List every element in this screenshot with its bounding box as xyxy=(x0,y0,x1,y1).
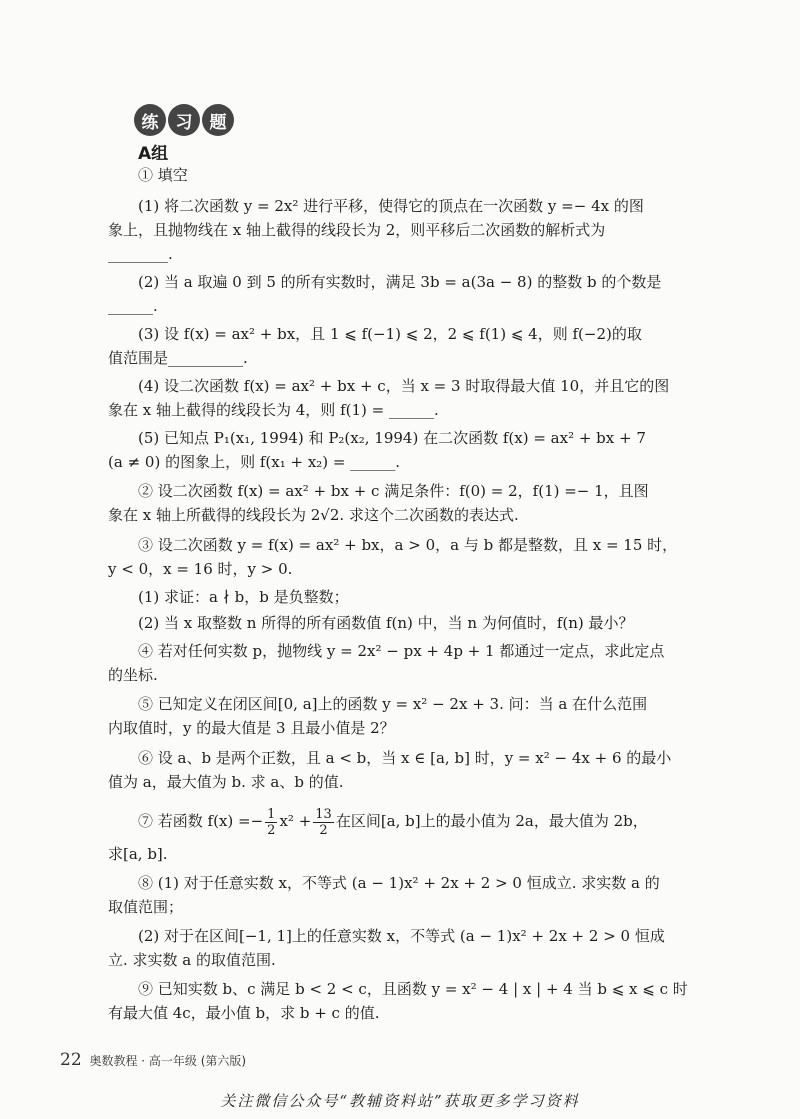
fraction-thirteen-halves xyxy=(313,807,334,838)
text-line: 有最大值 4c，最小值 b，求 b + c 的值. xyxy=(108,1004,380,1022)
text-segment: 在区间[a, b]上的最小值为 2a，最大值为 2b， xyxy=(335,812,648,830)
section-title-char-1: 练 xyxy=(134,104,166,136)
text-line: (1) 求证：a ∤ b，b 是负整数； xyxy=(138,588,349,606)
problem-2: ② 设二次函数 f(x) = ax² + bx + c 满足条件：f(0) = 2，f(1) =− 1，且图 xyxy=(138,482,649,500)
text-line: (2) 当 x 取整数 n 所得的所有函数值 f(n) 中，当 n 为何值时，f(n) 最小？ xyxy=(138,614,634,632)
text-line: 取值范围； xyxy=(108,898,184,916)
section-title-char-3: 题 xyxy=(202,104,234,136)
text-line: 值范围是__________. xyxy=(108,349,248,367)
fraction-numerator: 13 xyxy=(315,806,332,822)
text-line: 立. 求实数 a 的取值范围. xyxy=(108,951,276,969)
text-line: y < 0，x = 16 时，y > 0. xyxy=(108,560,293,578)
text-line: 的坐标. xyxy=(108,666,158,684)
book-title: 奥数教程 · 高一年级 (第六版) xyxy=(89,1054,247,1068)
fraction-half xyxy=(265,807,277,838)
text-line: 值为 a，最大值为 b. 求 a、b 的值. xyxy=(108,773,344,791)
text-line: ______. xyxy=(108,297,158,315)
group-title: A组 xyxy=(138,144,169,164)
text-line: (2) 对于在区间[−1, 1]上的任意实数 x，不等式 (a − 1)x² + 2x + 2 > 0 恒成 xyxy=(138,927,665,945)
text-line: (1) 将二次函数 y = 2x² 进行平移，使得它的顶点在一次函数 y =− 4x 的图 xyxy=(138,197,644,215)
text-line: ________. xyxy=(108,245,173,263)
page-number: 22 xyxy=(60,1050,82,1070)
text-line: 象在 x 轴上所截得的线段长为 2√2. 求这个二次函数的表达式. xyxy=(108,506,519,524)
problem-8: ⑧ (1) 对于任意实数 x，不等式 (a − 1)x² + 2x + 2 > 0 恒成立. 求实数 a 的 xyxy=(138,874,660,892)
section-title xyxy=(134,104,234,136)
problem-9: ⑨ 已知实数 b、c 满足 b < 2 < c，且函数 y = x² − 4 | x | + 4 当 b ⩽ x ⩽ c 时 xyxy=(138,980,688,998)
text-line: (2) 当 a 取遍 0 到 5 的所有实数时，满足 3b = a(3a − 8) 的整数 b 的个数是 xyxy=(138,273,662,291)
problem-4: ④ 若对任何实数 p，抛物线 y = 2x² − px + 4p + 1 都通过一定点，求此定点 xyxy=(138,642,665,660)
text-line: 象在 x 轴上截得的线段长为 4，则 f(1) = ______. xyxy=(108,401,439,419)
text-line: (5) 已知点 P₁(x₁, 1994) 和 P₂(x₂, 1994) 在二次函数 f(x) = ax² + bx + 7 xyxy=(138,429,646,447)
text-segment: x² + xyxy=(279,812,312,830)
problem-7 xyxy=(138,804,700,838)
text-line: (4) 设二次函数 f(x) = ax² + bx + c，当 x = 3 时取得最大值 10，并且它的图 xyxy=(138,377,670,395)
text-line: (a ≠ 0) 的图象上，则 f(x₁ + x₂) = ______. xyxy=(108,453,401,471)
text-line: 求[a, b]. xyxy=(108,845,168,863)
text-line: (3) 设 f(x) = ax² + bx，且 1 ⩽ f(−1) ⩽ 2，2 ⩽ f(1) ⩽ 4，则 f(−2)的取 xyxy=(138,325,642,343)
page-footer xyxy=(60,1050,246,1070)
fraction-denominator: 2 xyxy=(267,822,276,838)
text-segment: ⑦ 若函数 f(x) =− xyxy=(138,812,264,830)
text-line: 内取值时，y 的最大值是 3 且最小值是 2？ xyxy=(108,719,395,737)
problem-5: ⑤ 已知定义在闭区间[0, a]上的函数 y = x² − 2x + 3. 问：当 a 在什么范围 xyxy=(138,695,648,713)
problem-3: ③ 设二次函数 y = f(x) = ax² + bx，a > 0，a 与 b 都是整数，且 x = 15 时， xyxy=(138,536,678,554)
problem-1-heading: ① 填空 xyxy=(138,166,188,184)
problem-6: ⑥ 设 a、b 是两个正数，且 a < b，当 x ∈ [a, b] 时，y = x² − 4x + 6 的最小 xyxy=(138,749,672,767)
fraction-denominator: 2 xyxy=(319,822,328,838)
watermark-text: 关注微信公众号“教辅资料站”获取更多学习资料 xyxy=(220,1092,580,1110)
section-title-char-2: 习 xyxy=(168,104,200,136)
text-line: 象上，且抛物线在 x 轴上截得的线段长为 2，则平移后二次函数的解析式为 xyxy=(108,221,606,239)
fraction-numerator: 1 xyxy=(267,806,276,822)
